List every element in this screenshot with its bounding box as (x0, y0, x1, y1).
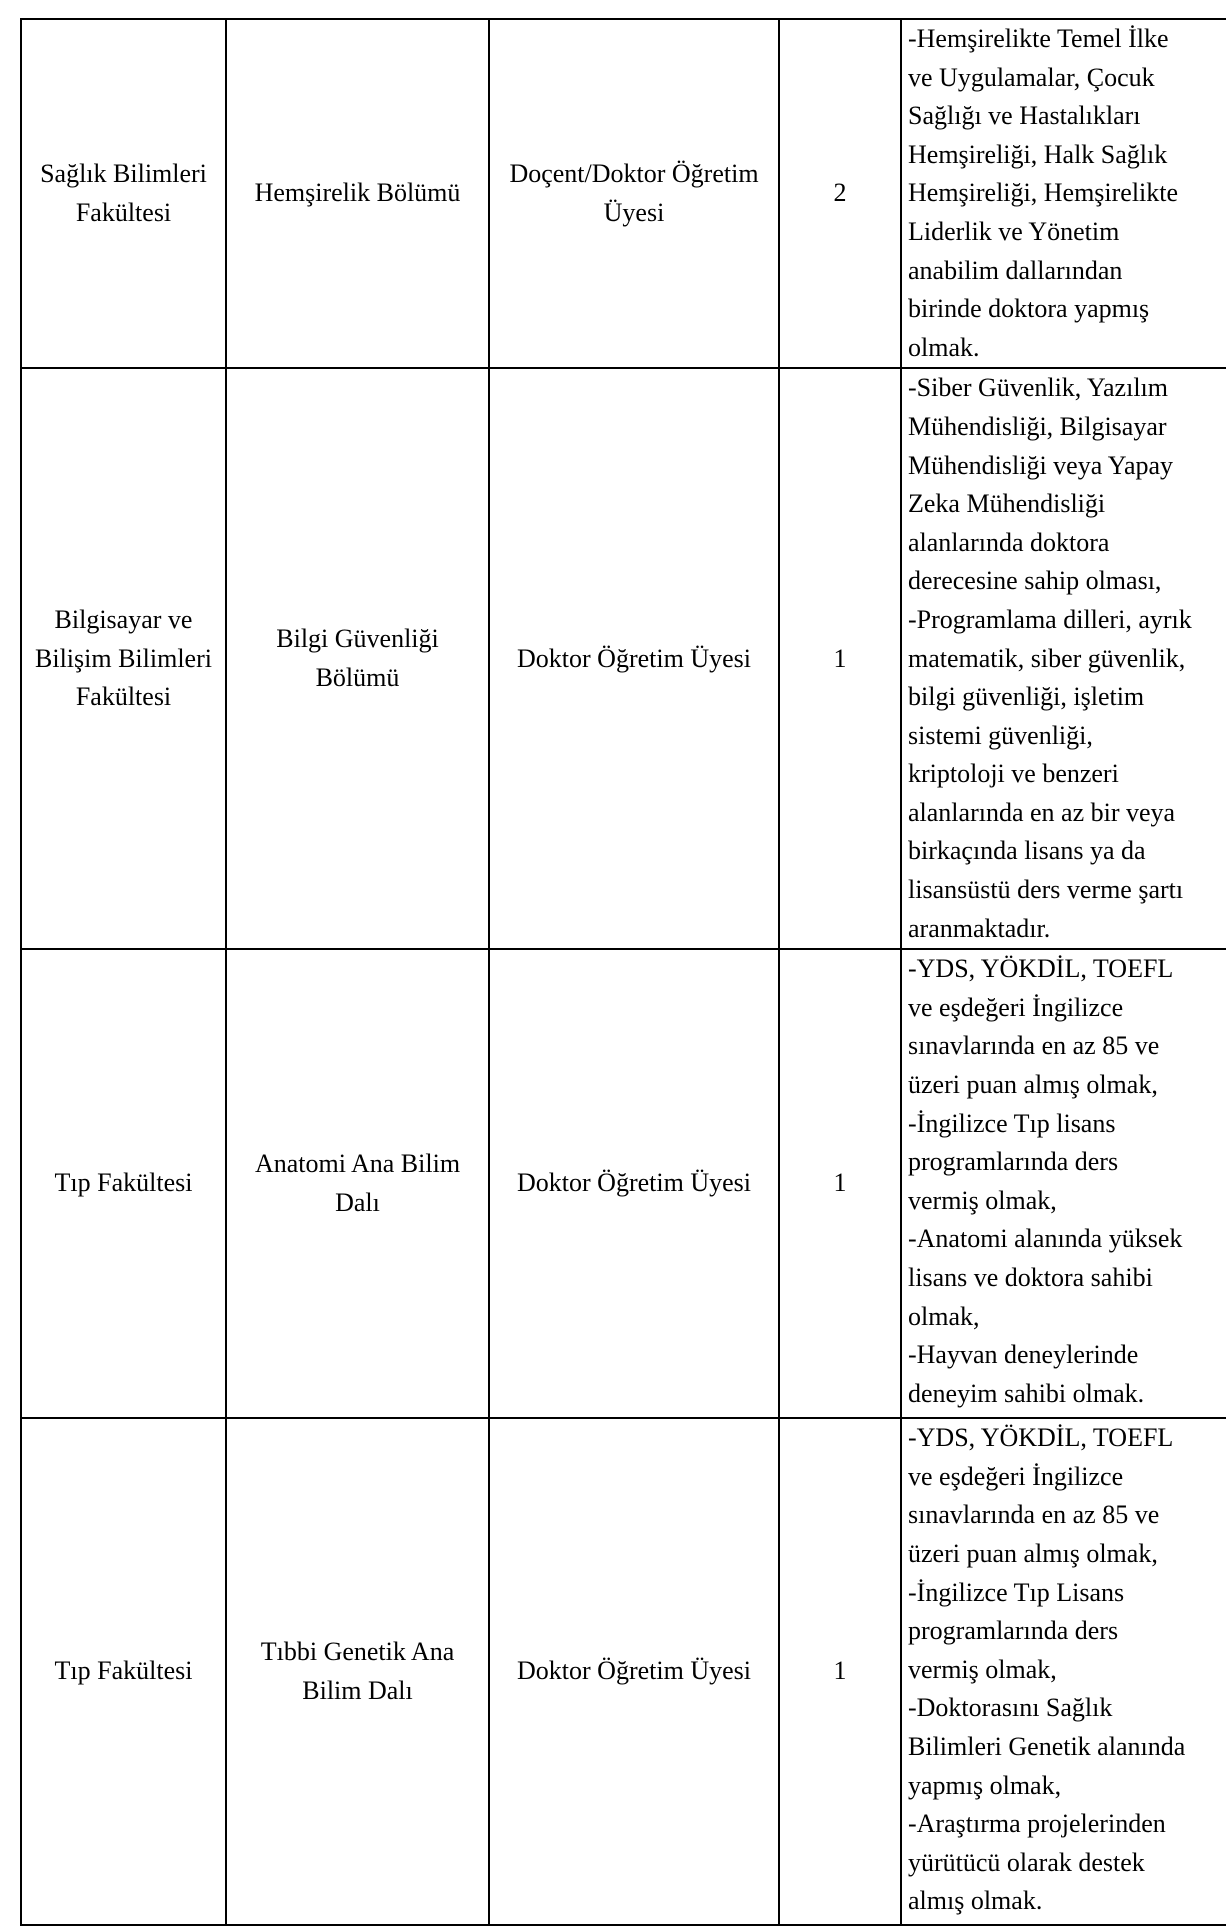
cell-text-line: -Doktorasını Sağlık (908, 1693, 1113, 1723)
table-row (21, 1418, 1226, 1925)
cell-text-line: Hemşireliği, Halk Sağlık (908, 139, 1168, 169)
cell-text-line: bilgi güvenliği, işletim (908, 682, 1145, 712)
cell-text-line: Hemşireliği, Hemşirelikte (908, 178, 1179, 208)
cell-text-line: Anatomi Ana Bilim (254, 1149, 461, 1179)
faculty-cell (21, 368, 226, 949)
cell-text-line: Tıbbi Genetik Ana (260, 1637, 455, 1667)
title-cell (489, 1418, 779, 1925)
table-body (21, 19, 1226, 1925)
cell-text-line: yürütücü olarak destek (908, 1847, 1145, 1877)
cell-text-line: Doktor Öğretim Üyesi (517, 1656, 751, 1686)
requirements-cell (901, 1418, 1226, 1925)
requirements-cell (901, 949, 1226, 1418)
cell-text-line: anabilim dallarından (908, 255, 1123, 285)
cell-text-line: -YDS, YÖKDİL, TOEFL (908, 1423, 1174, 1453)
cell-text-line: programlarında ders (908, 1616, 1119, 1646)
cell-text-line: -Siber Güvenlik, Yazılım (908, 373, 1168, 403)
table-row (21, 949, 1226, 1418)
cell-text-line: sınavlarında en az 85 ve (908, 1500, 1160, 1530)
cell-text-line: Liderlik ve Yönetim (908, 216, 1120, 246)
cell-text-line: -Hemşirelikte Temel İlke (908, 24, 1169, 53)
cell-text-line: -İngilizce Tıp Lisans (908, 1577, 1125, 1607)
positions-table (20, 18, 1226, 1926)
cell-text-line: -Hayvan deneylerinde (908, 1340, 1139, 1370)
cell-text-line: Bilimleri Genetik alanında (908, 1732, 1186, 1761)
cell-text-line: Üyesi (603, 197, 665, 227)
cell-text-line: alanlarında doktora (908, 527, 1110, 557)
cell-text-line: Dalı (335, 1187, 380, 1217)
cell-text-line: Tıp Fakültesi (54, 1656, 193, 1686)
cell-text-line: Tıp Fakültesi (54, 1168, 193, 1198)
cell-text-line: yapmış olmak, (908, 1770, 1062, 1800)
cell-text-line: Bölümü (315, 662, 400, 692)
cell-text-line: Sağlık Bilimleri (40, 159, 207, 189)
title-cell (489, 19, 779, 368)
cell-text-line: Bilgisayar ve (54, 604, 193, 634)
cell-text-line: üzeri puan almış olmak, (908, 1539, 1158, 1569)
cell-text-line: Zeka Mühendisliği (908, 489, 1106, 519)
cell-text-line: sistemi güvenliği, (908, 720, 1093, 750)
cell-text-line: ve Uygulamalar, Çocuk (908, 62, 1155, 92)
cell-text-line: Doktor Öğretim Üyesi (517, 1168, 751, 1198)
cell-text-line: programlarında ders (908, 1147, 1119, 1177)
cell-text-line: olmak, (908, 1301, 980, 1331)
cell-text-line: vermiş olmak, (908, 1185, 1057, 1215)
cell-text-line: -Anatomi alanında yüksek (908, 1224, 1183, 1254)
cell-text-line: matematik, siber güvenlik, (908, 643, 1186, 673)
title-cell (489, 368, 779, 949)
title-cell (489, 949, 779, 1418)
department-cell (226, 19, 489, 368)
cell-text-line: Hemşirelik Bölümü (254, 178, 461, 208)
faculty-cell (21, 1418, 226, 1925)
cell-text-line: üzeri puan almış olmak, (908, 1070, 1158, 1100)
cell-text-line: olmak. (908, 332, 980, 362)
department-cell (226, 1418, 489, 1925)
faculty-cell (21, 19, 226, 368)
cell-text-line: Bilgi Güvenliği (276, 624, 439, 654)
cell-text-line: lisansüstü ders verme şartı (908, 875, 1184, 905)
cell-text-line: birkaçında lisans ya da (908, 836, 1146, 866)
requirements-cell (901, 19, 1226, 368)
cell-text-line: Mühendisliği, Bilgisayar (908, 411, 1167, 441)
positions-document (20, 18, 1226, 1926)
cell-text-line: aranmaktadır. (908, 913, 1051, 943)
cell-text-line: Doktor Öğretim Üyesi (517, 643, 751, 673)
cell-text-line: Bilim Dalı (302, 1675, 413, 1705)
cell-text-line: kriptoloji ve benzeri (908, 759, 1119, 789)
table-row (21, 19, 1226, 368)
cell-text-line: deneyim sahibi olmak. (908, 1378, 1145, 1408)
cell-text-line: Bilişim Bilimleri (35, 643, 212, 673)
cell-text-line: Fakültesi (75, 197, 172, 227)
count-cell: 1 (779, 1418, 901, 1925)
cell-text-line: -İngilizce Tıp lisans (908, 1108, 1116, 1138)
cell-text-line: Sağlığı ve Hastalıkları (908, 101, 1141, 131)
cell-text-line: ve eşdeğeri İngilizce (908, 992, 1124, 1022)
cell-text-line: lisans ve doktora sahibi (908, 1263, 1153, 1292)
department-cell (226, 949, 489, 1418)
count-cell: 1 (779, 368, 901, 949)
cell-text-line: ve eşdeğeri İngilizce (908, 1461, 1124, 1491)
faculty-cell (21, 949, 226, 1418)
cell-text-line: vermiş olmak, (908, 1654, 1057, 1684)
department-cell (226, 368, 489, 949)
cell-text-line: birinde doktora yapmış (908, 294, 1150, 324)
cell-text-line: sınavlarında en az 85 ve (908, 1031, 1160, 1061)
table-row (21, 368, 1226, 949)
count-cell: 1 (779, 949, 901, 1418)
cell-text-line: Mühendisliği veya Yapay (908, 450, 1174, 480)
cell-text-line: Fakültesi (75, 682, 172, 712)
cell-text-line: alanlarında en az bir veya (908, 797, 1176, 827)
cell-text-line: derecesine sahip olması, (908, 566, 1162, 596)
cell-text-line: -YDS, YÖKDİL, TOEFL (908, 954, 1174, 984)
requirements-cell (901, 368, 1226, 949)
count-cell: 2 (779, 19, 901, 368)
cell-text-line: almış olmak. (908, 1886, 1043, 1916)
cell-text-line: Doçent/Doktor Öğretim (509, 159, 759, 189)
cell-text-line: -Programlama dilleri, ayrık (908, 604, 1192, 634)
cell-text-line: -Araştırma projelerinden (908, 1809, 1166, 1839)
